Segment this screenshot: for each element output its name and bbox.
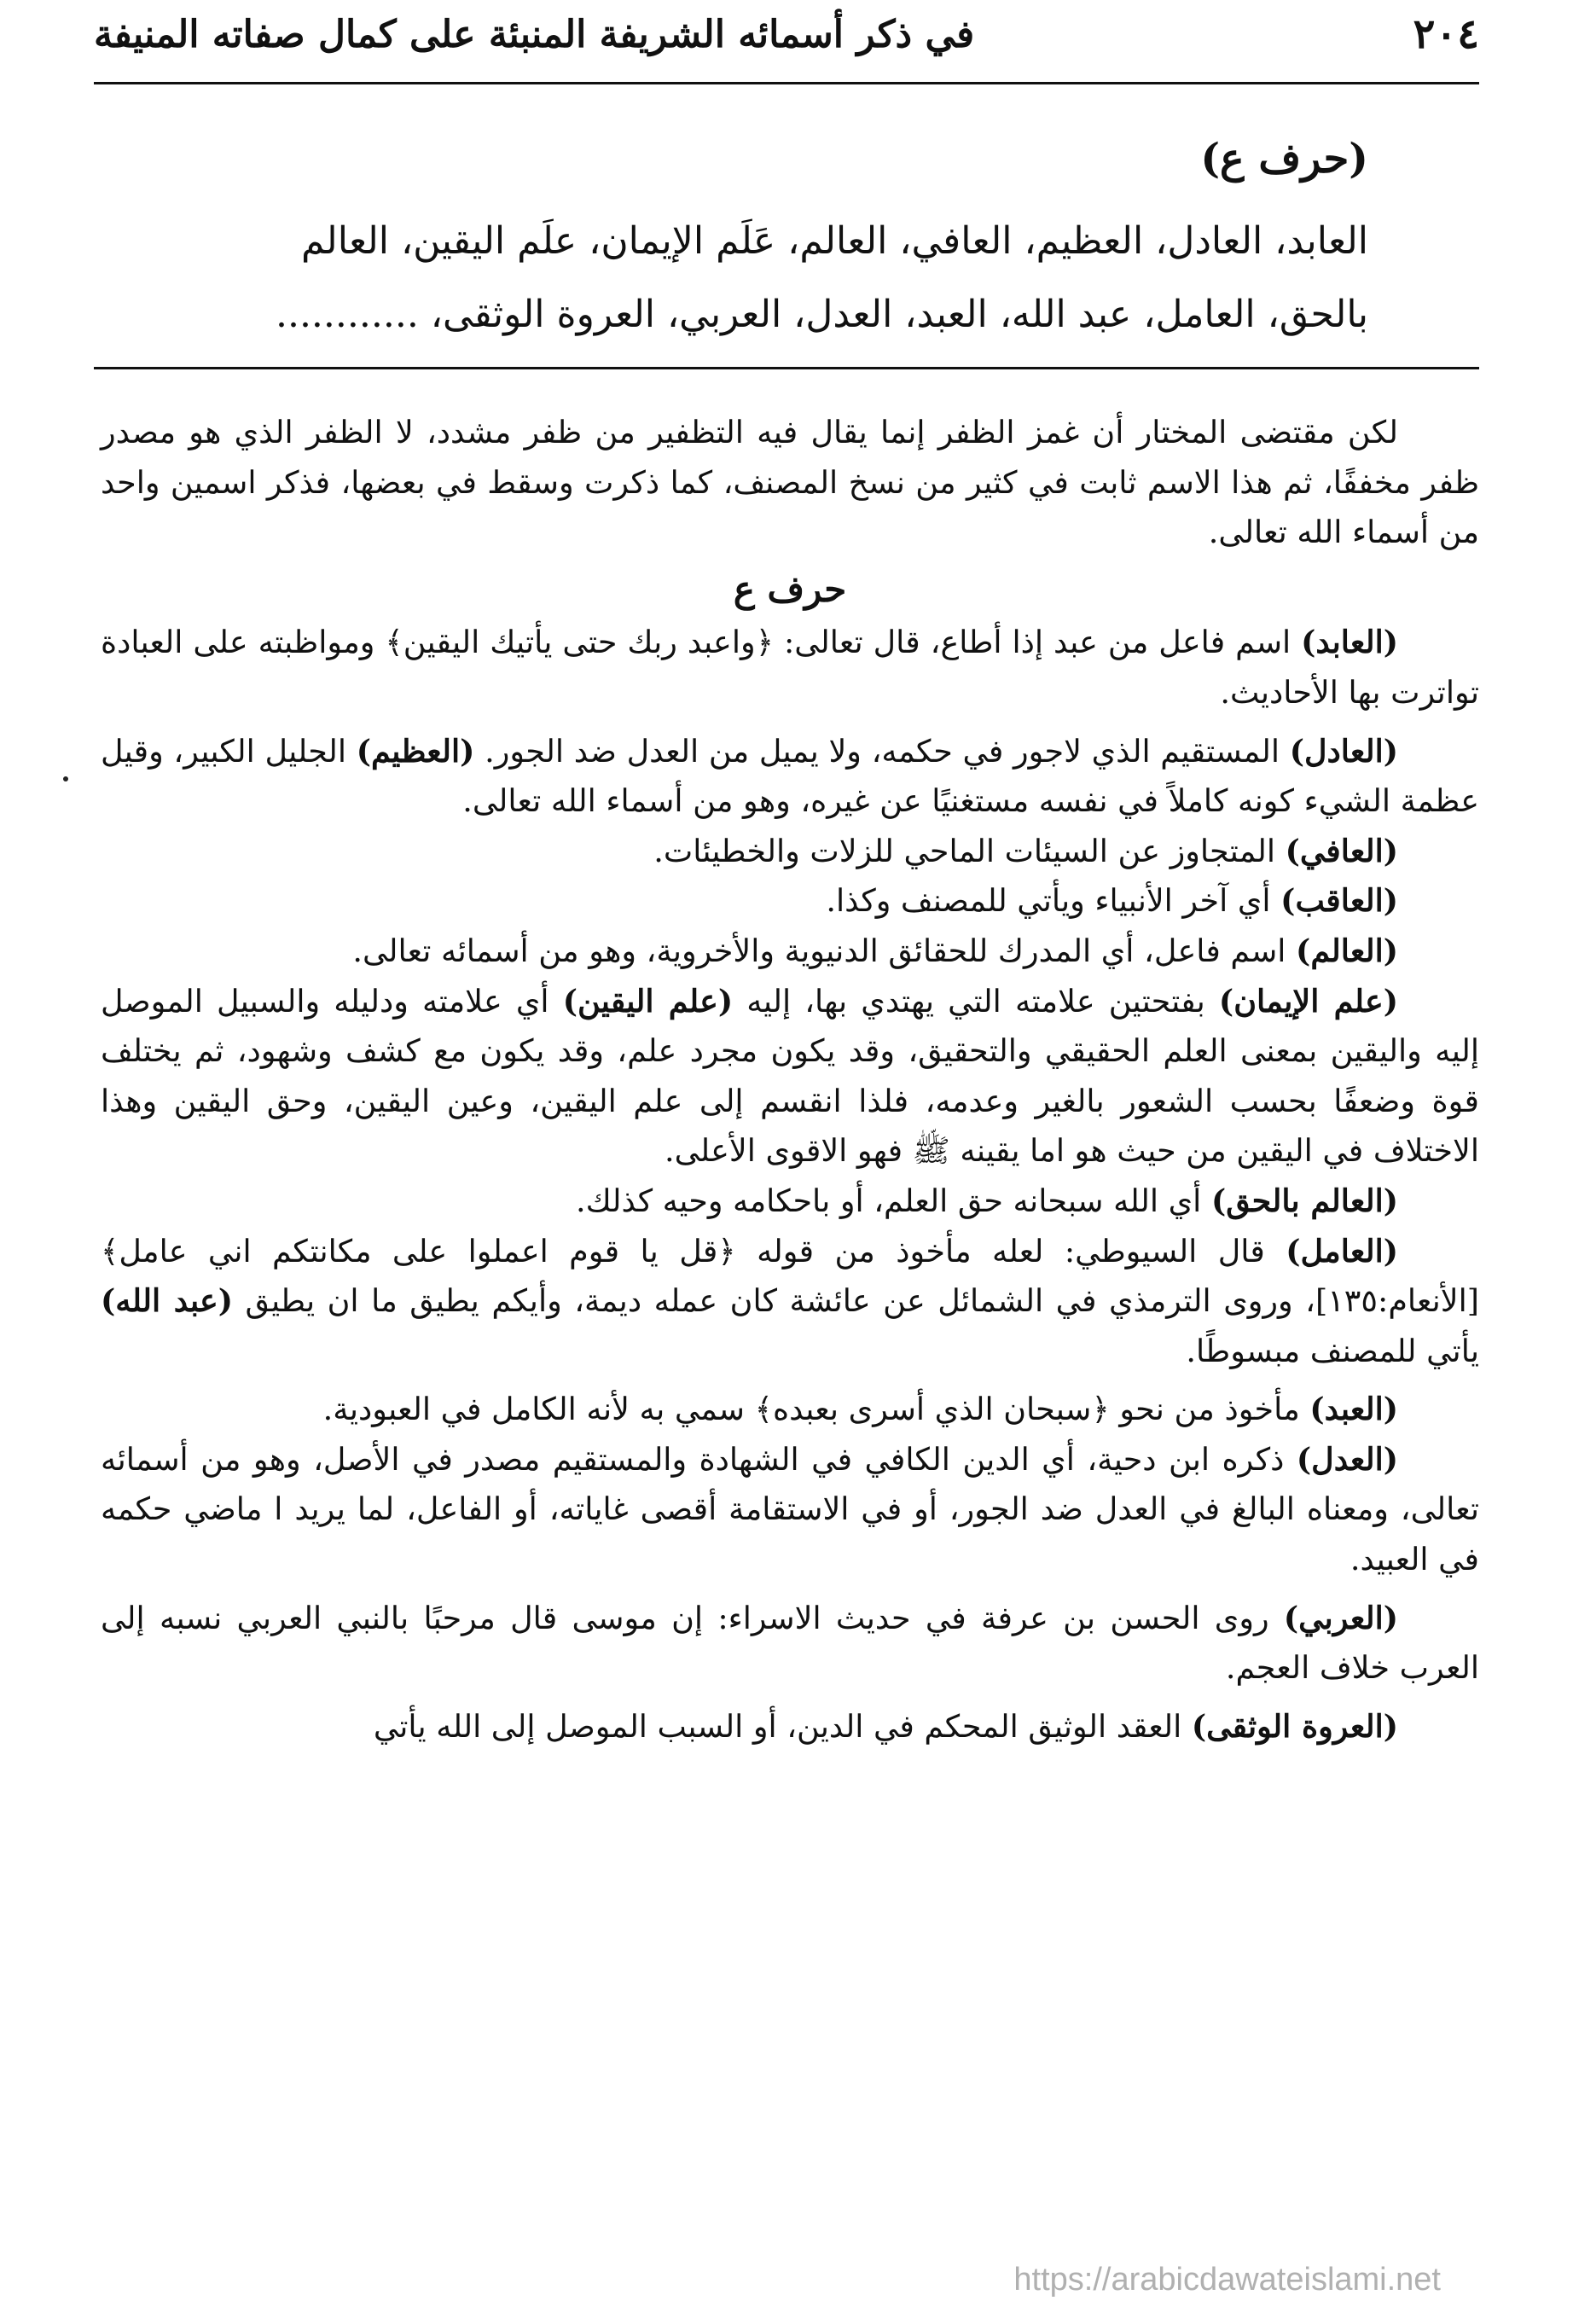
entry-alim-bilhaqq — [101, 1177, 1479, 1227]
entry-text: أي آخر الأنبياء ويأتي للمصنف وكذا. — [826, 882, 1281, 920]
entry-term: (العبد) — [1309, 1391, 1398, 1428]
entry-text: اسم فاعل من عبد إذا أطاع، قال تعالى: ﴿واعبد ربك حتى يأتيك اليقين﴾ ومواظبته على العبادة تواترت بها الأحاديث. — [101, 624, 1479, 711]
entry-abd — [101, 1385, 1479, 1435]
entry-term: (العالم بالحق) — [1210, 1182, 1398, 1219]
entry-text: قال السيوطي: لعله مأخوذ من قوله ﴿قل يا قوم اعملوا على مكانتكم اني عامل﴾ [الأنعام:١٣٥]، وروى الترمذي في الشمائل عن عائشة كان عمله ديمة، وأيكم يطيق ما ان يطيق — [101, 1232, 1479, 1320]
entry-term: (العظيم) — [356, 732, 475, 770]
entry-text: يأتي للمصنف مبسوطًا. — [1186, 1332, 1479, 1369]
header-rule — [94, 82, 1479, 84]
entry-afi — [101, 827, 1479, 877]
entry-text: المستقيم الذي لاجور في حكمه، ولا يميل من العدل ضد الجور. — [474, 732, 1290, 770]
entry-text: ذكره ابن دحية، أي الدين الكافي في الشهادة والمستقيم مصدر في الأصل، وهو من أسمائه تعالى، ومعناه البالغ في العدل ضد الجور، أو في الاستقامة أقصى غاياته، أو الفاعل، لما يريد ا ماضي حكمه في العبيد. — [101, 1440, 1479, 1578]
entry-adl — [101, 1435, 1479, 1585]
entry-amil — [101, 1227, 1479, 1377]
entry-term: (العادل) — [1289, 732, 1398, 770]
entry-alim — [101, 927, 1479, 977]
entry-term: (العدل) — [1296, 1440, 1398, 1478]
entry-text: العقد الوثيق المحكم في الدين، أو السبب الموصل إلى الله يأتي — [373, 1707, 1192, 1745]
entry-alam-iman — [101, 977, 1479, 1177]
watermark: https://arabicdawateislami.net — [1013, 2262, 1441, 2298]
entry-abid — [101, 618, 1479, 718]
entry-term: (العابد) — [1301, 624, 1398, 661]
entry-aqib — [101, 876, 1479, 927]
entry-text: مأخوذ من نحو ﴿سبحان الذي أسرى بعبده﴾ سمي به لأنه الكامل في العبودية. — [322, 1391, 1310, 1428]
entry-adil — [101, 727, 1479, 827]
names-line-2: بالحق، العامل، عبد الله، العبد، العدل، العربي، العروة الوثقى، ............ — [275, 293, 1368, 336]
page-number: ٢٠٤ — [1413, 10, 1479, 58]
entry-text: أي الله سبحانه حق العلم، أو باحكامه وحيه كذلك. — [576, 1182, 1211, 1219]
entry-text: المتجاوز عن السيئات الماحي للزلات والخطيئات. — [653, 832, 1286, 869]
names-heading: (حرف ع) — [1200, 135, 1368, 183]
entry-term: (العافي) — [1285, 832, 1398, 869]
commentary — [101, 408, 1479, 1752]
entry-text: بفتحتين علامته التي يهتدي بها، إليه — [733, 982, 1219, 1020]
entry-term: (عبد الله) — [101, 1282, 234, 1320]
names-list — [101, 205, 1368, 352]
names-rule — [94, 367, 1479, 369]
entry-term: (العاقب) — [1280, 882, 1398, 920]
intro-paragraph: لكن مقتضى المختار أن غمز الظفر إنما يقال فيه التظفير من ظفر مشدد، لا الظفر الذي هو مصدر ظفر مخففًا، ثم هذا الاسم ثابت في كثير من نسخ المصنف، كما ذكرت وسقط في بعضها، فذكر اسمين واحد من أسماء الله تعالى. — [101, 414, 1479, 551]
running-title: في ذكر أسمائه الشريفة المنبئة على كمال صفاته المنيفة — [94, 12, 975, 56]
entry-arabi — [101, 1594, 1479, 1694]
entry-text: الجليل الكبير، وقيل عظمة الشيء كونه كاملاً في نفسه مستغنيًا عن غيره، وهو من أسماء الله تعالى. — [101, 732, 1479, 820]
scan-speck — [63, 776, 68, 781]
section-title: حرف ع — [733, 567, 847, 610]
entry-text: روى الحسن بن عرفة في حديث الاسراء: إن موسى قال مرحبًا بالنبي العربي نسبه إلى العرب خلاف العجم. — [101, 1599, 1479, 1687]
entry-term: (علم اليقين) — [562, 982, 734, 1020]
page-header — [94, 0, 1479, 68]
entry-term: (علم الإيمان) — [1218, 982, 1398, 1020]
entry-term: (العربي) — [1283, 1599, 1398, 1636]
entry-term: (العروة الوثقى) — [1191, 1707, 1398, 1745]
entry-urwa — [101, 1702, 1479, 1752]
entry-term: (العامل) — [1286, 1232, 1398, 1269]
entry-text: اسم فاعل، أي المدرك للحقائق الدنيوية والأخروية، وهو من أسمائه تعالى. — [352, 932, 1297, 969]
entry-term: (العالم) — [1296, 932, 1398, 969]
entry-text: أي علامته ودليله والسبيل الموصل إليه واليقين بمعنى العلم الحقيقي والتحقيق، وقد يكون مجرد علم، وقد يكون مع كشف وشهود، ثم يختلف قوة وضعفًا بحسب الشعور بالغير وعدمه، فلذا انقسم إلى علم اليقين، وعين اليقين، وحق اليقين وهذا الاختلاف في اليقين من حيث هو اما يقينه ﷺ فهو الاقوى الأعلى. — [101, 982, 1479, 1170]
names-line-1: العابد، العادل، العظيم، العافي، العالم، عَلَم الإيمان، علَم اليقين، العالم — [301, 219, 1368, 263]
